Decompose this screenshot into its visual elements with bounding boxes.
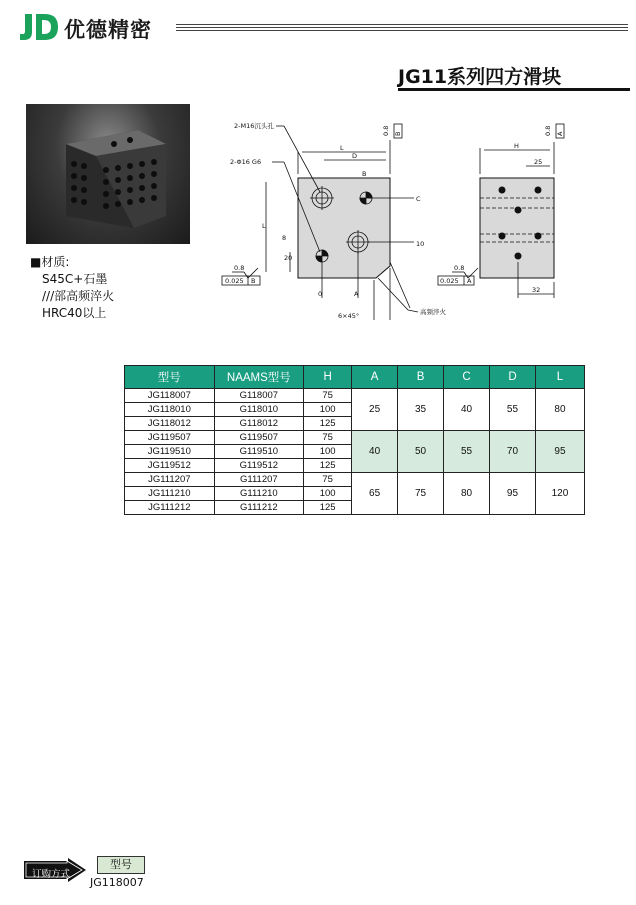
- header-rule: [176, 24, 628, 34]
- hardening-label: 高频淬火: [420, 308, 446, 316]
- dowel-hole-2: [316, 250, 328, 262]
- roughness-side: 0.8: [454, 264, 465, 272]
- dim-20-label: 20: [284, 254, 293, 262]
- slide-block-image: [26, 104, 190, 244]
- cell-naams: G111210: [214, 487, 304, 501]
- table-row: [125, 473, 585, 487]
- cell-H: 125: [304, 459, 352, 473]
- table-row: [125, 431, 585, 445]
- datum-A-ref: A: [467, 277, 472, 285]
- cell-C: 80: [444, 473, 490, 515]
- model-label-box: 型号: [97, 856, 145, 874]
- dim-C-label: C: [416, 195, 421, 203]
- cell-naams: G118012: [214, 417, 304, 431]
- cell-model: JG111212: [125, 501, 215, 515]
- cell-B: 35: [398, 389, 444, 431]
- dim-10-label: 10: [416, 240, 425, 248]
- cell-model: JG118012: [125, 417, 215, 431]
- dim-32-label: 32: [532, 286, 541, 294]
- product-photo: [26, 104, 190, 244]
- col-A: A: [352, 366, 398, 389]
- cell-A: 40: [352, 431, 398, 473]
- roughness-front: 0.8: [234, 264, 245, 272]
- dim-25-label: 25: [534, 158, 543, 166]
- jd-logo-icon: [18, 12, 60, 42]
- col-B: B: [398, 366, 444, 389]
- cell-H: 125: [304, 417, 352, 431]
- cell-A: 65: [352, 473, 398, 515]
- flatness-side: 0.025: [440, 277, 459, 285]
- roughness-side-top: 0.8: [544, 125, 552, 136]
- cell-naams: G119510: [214, 445, 304, 459]
- cell-model: JG111207: [125, 473, 215, 487]
- page-title: JG11系列四方滑块: [398, 66, 562, 88]
- cell-H: 100: [304, 403, 352, 417]
- cell-model: JG118010: [125, 403, 215, 417]
- cell-naams: G118007: [214, 389, 304, 403]
- material-line-3: HRC40以上: [42, 306, 107, 320]
- cell-model: JG118007: [125, 389, 215, 403]
- col-H: H: [304, 366, 352, 389]
- spec-table: [124, 365, 585, 515]
- table-header-row: [125, 366, 585, 389]
- datum-A-side: A: [556, 131, 564, 136]
- dim-D-label: D: [352, 152, 358, 160]
- cell-H: 75: [304, 473, 352, 487]
- counterbore-callout: 2-M16沉头孔: [234, 122, 274, 130]
- title-underline: [398, 88, 630, 91]
- roughness-front-top: 0.8: [382, 125, 390, 136]
- dim-L-vert-label: L: [262, 222, 266, 230]
- cell-model: JG119507: [125, 431, 215, 445]
- front-view: [222, 121, 447, 320]
- cell-L: 80: [535, 389, 584, 431]
- cell-naams: G119507: [214, 431, 304, 445]
- dim-8-label: 8: [282, 234, 287, 242]
- cell-H: 100: [304, 445, 352, 459]
- cell-C: 55: [444, 431, 490, 473]
- cell-B: 75: [398, 473, 444, 515]
- material-line-1: S45C+石墨: [42, 272, 108, 286]
- flatness-value: 0.025: [225, 277, 244, 285]
- cell-naams: G111212: [214, 501, 304, 515]
- cell-D: 55: [490, 389, 536, 431]
- cell-naams: G118010: [214, 403, 304, 417]
- cell-naams: G119512: [214, 459, 304, 473]
- chamfer-label: 6×45°: [338, 312, 360, 320]
- order-method-label: 订购方式: [32, 869, 71, 880]
- brand-name: 优德精密: [64, 18, 152, 42]
- cell-naams: G111207: [214, 473, 304, 487]
- col-naams: NAAMS型号: [214, 366, 304, 389]
- col-L: L: [535, 366, 584, 389]
- cell-H: 125: [304, 501, 352, 515]
- table-row: [125, 389, 585, 403]
- material-line-2: ///部高频淬火: [42, 289, 115, 303]
- dowel-callout: 2-Φ16 G6: [230, 158, 262, 166]
- cell-D: 70: [490, 431, 536, 473]
- cell-B: 50: [398, 431, 444, 473]
- datum-B-side: B: [394, 131, 402, 136]
- dim-B-label: B: [362, 170, 367, 178]
- dim-0-label: 0: [318, 290, 323, 298]
- datum-B-ref: B: [251, 277, 256, 285]
- cell-L: 95: [535, 431, 584, 473]
- cell-H: 75: [304, 389, 352, 403]
- material-spec: [30, 254, 114, 322]
- material-label: ■材质:: [30, 255, 70, 269]
- side-view: [438, 124, 564, 298]
- cell-H: 75: [304, 431, 352, 445]
- cell-D: 95: [490, 473, 536, 515]
- cell-L: 120: [535, 473, 584, 515]
- dim-L-label: L: [340, 144, 344, 152]
- cell-model: JG111210: [125, 487, 215, 501]
- cell-model: JG119510: [125, 445, 215, 459]
- dim-H-label: H: [514, 142, 519, 150]
- col-C: C: [444, 366, 490, 389]
- dim-A-label: A: [354, 290, 359, 298]
- cell-model: JG119512: [125, 459, 215, 473]
- cell-A: 25: [352, 389, 398, 431]
- technical-drawing: [218, 112, 578, 326]
- col-D: D: [490, 366, 536, 389]
- cell-H: 100: [304, 487, 352, 501]
- order-model-code: JG118007: [90, 876, 144, 889]
- col-model: 型号: [125, 366, 215, 389]
- cell-C: 40: [444, 389, 490, 431]
